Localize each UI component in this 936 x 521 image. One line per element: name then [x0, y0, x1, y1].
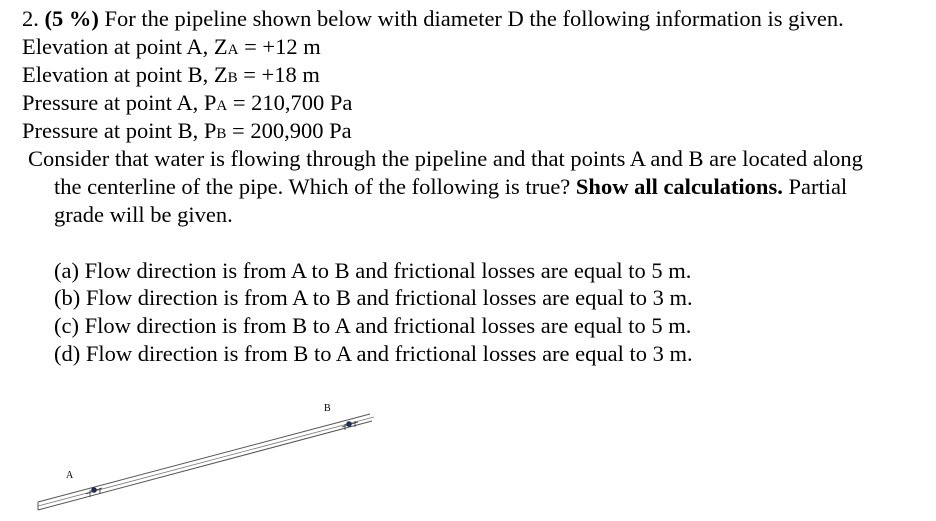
point-b-label: B: [324, 403, 331, 414]
show-calculations-emphasis: Show all calculations.: [575, 174, 783, 199]
option-d: (d) Flow direction is from B to A and frictional losses are equal to 3 m.: [54, 341, 693, 366]
consider-line-1: Consider that water is flowing through the pipeline and that points A and B are located along: [28, 146, 863, 171]
given-pressure-a: Pressure at point A, PA = 210,700 Pa: [22, 90, 353, 115]
question-points: (5 %): [44, 6, 99, 31]
given-elevation-a: Elevation at point A, ZA = +12 m: [22, 34, 321, 59]
option-c: (c) Flow direction is from B to A and frictional losses are equal to 5 m.: [54, 313, 692, 338]
pipe: [38, 414, 374, 510]
given-pressure-b: Pressure at point B, PB = 200,900 Pa: [22, 118, 352, 143]
option-b: (b) Flow direction is from A to B and frictional losses are equal to 3 m.: [54, 285, 693, 310]
consider-line-2: the centerline of the pipe. Which of the following is true? Show all calculations. Partial: [54, 174, 848, 199]
point-a-label: A: [66, 470, 74, 481]
option-a: (a) Flow direction is from A to B and frictional losses are equal to 5 m.: [54, 258, 692, 283]
question-intro: For the pipeline shown below with diameter D the following information is given.: [104, 6, 844, 31]
question-number: 2.: [22, 6, 39, 31]
pipe-centerline: [38, 417, 374, 506]
pipe-top-wall: [38, 414, 370, 502]
pipe-bottom-wall: [38, 421, 372, 510]
given-elevation-b: Elevation at point B, ZB = +18 m: [22, 62, 320, 87]
consider-line-3: grade will be given.: [54, 202, 233, 227]
